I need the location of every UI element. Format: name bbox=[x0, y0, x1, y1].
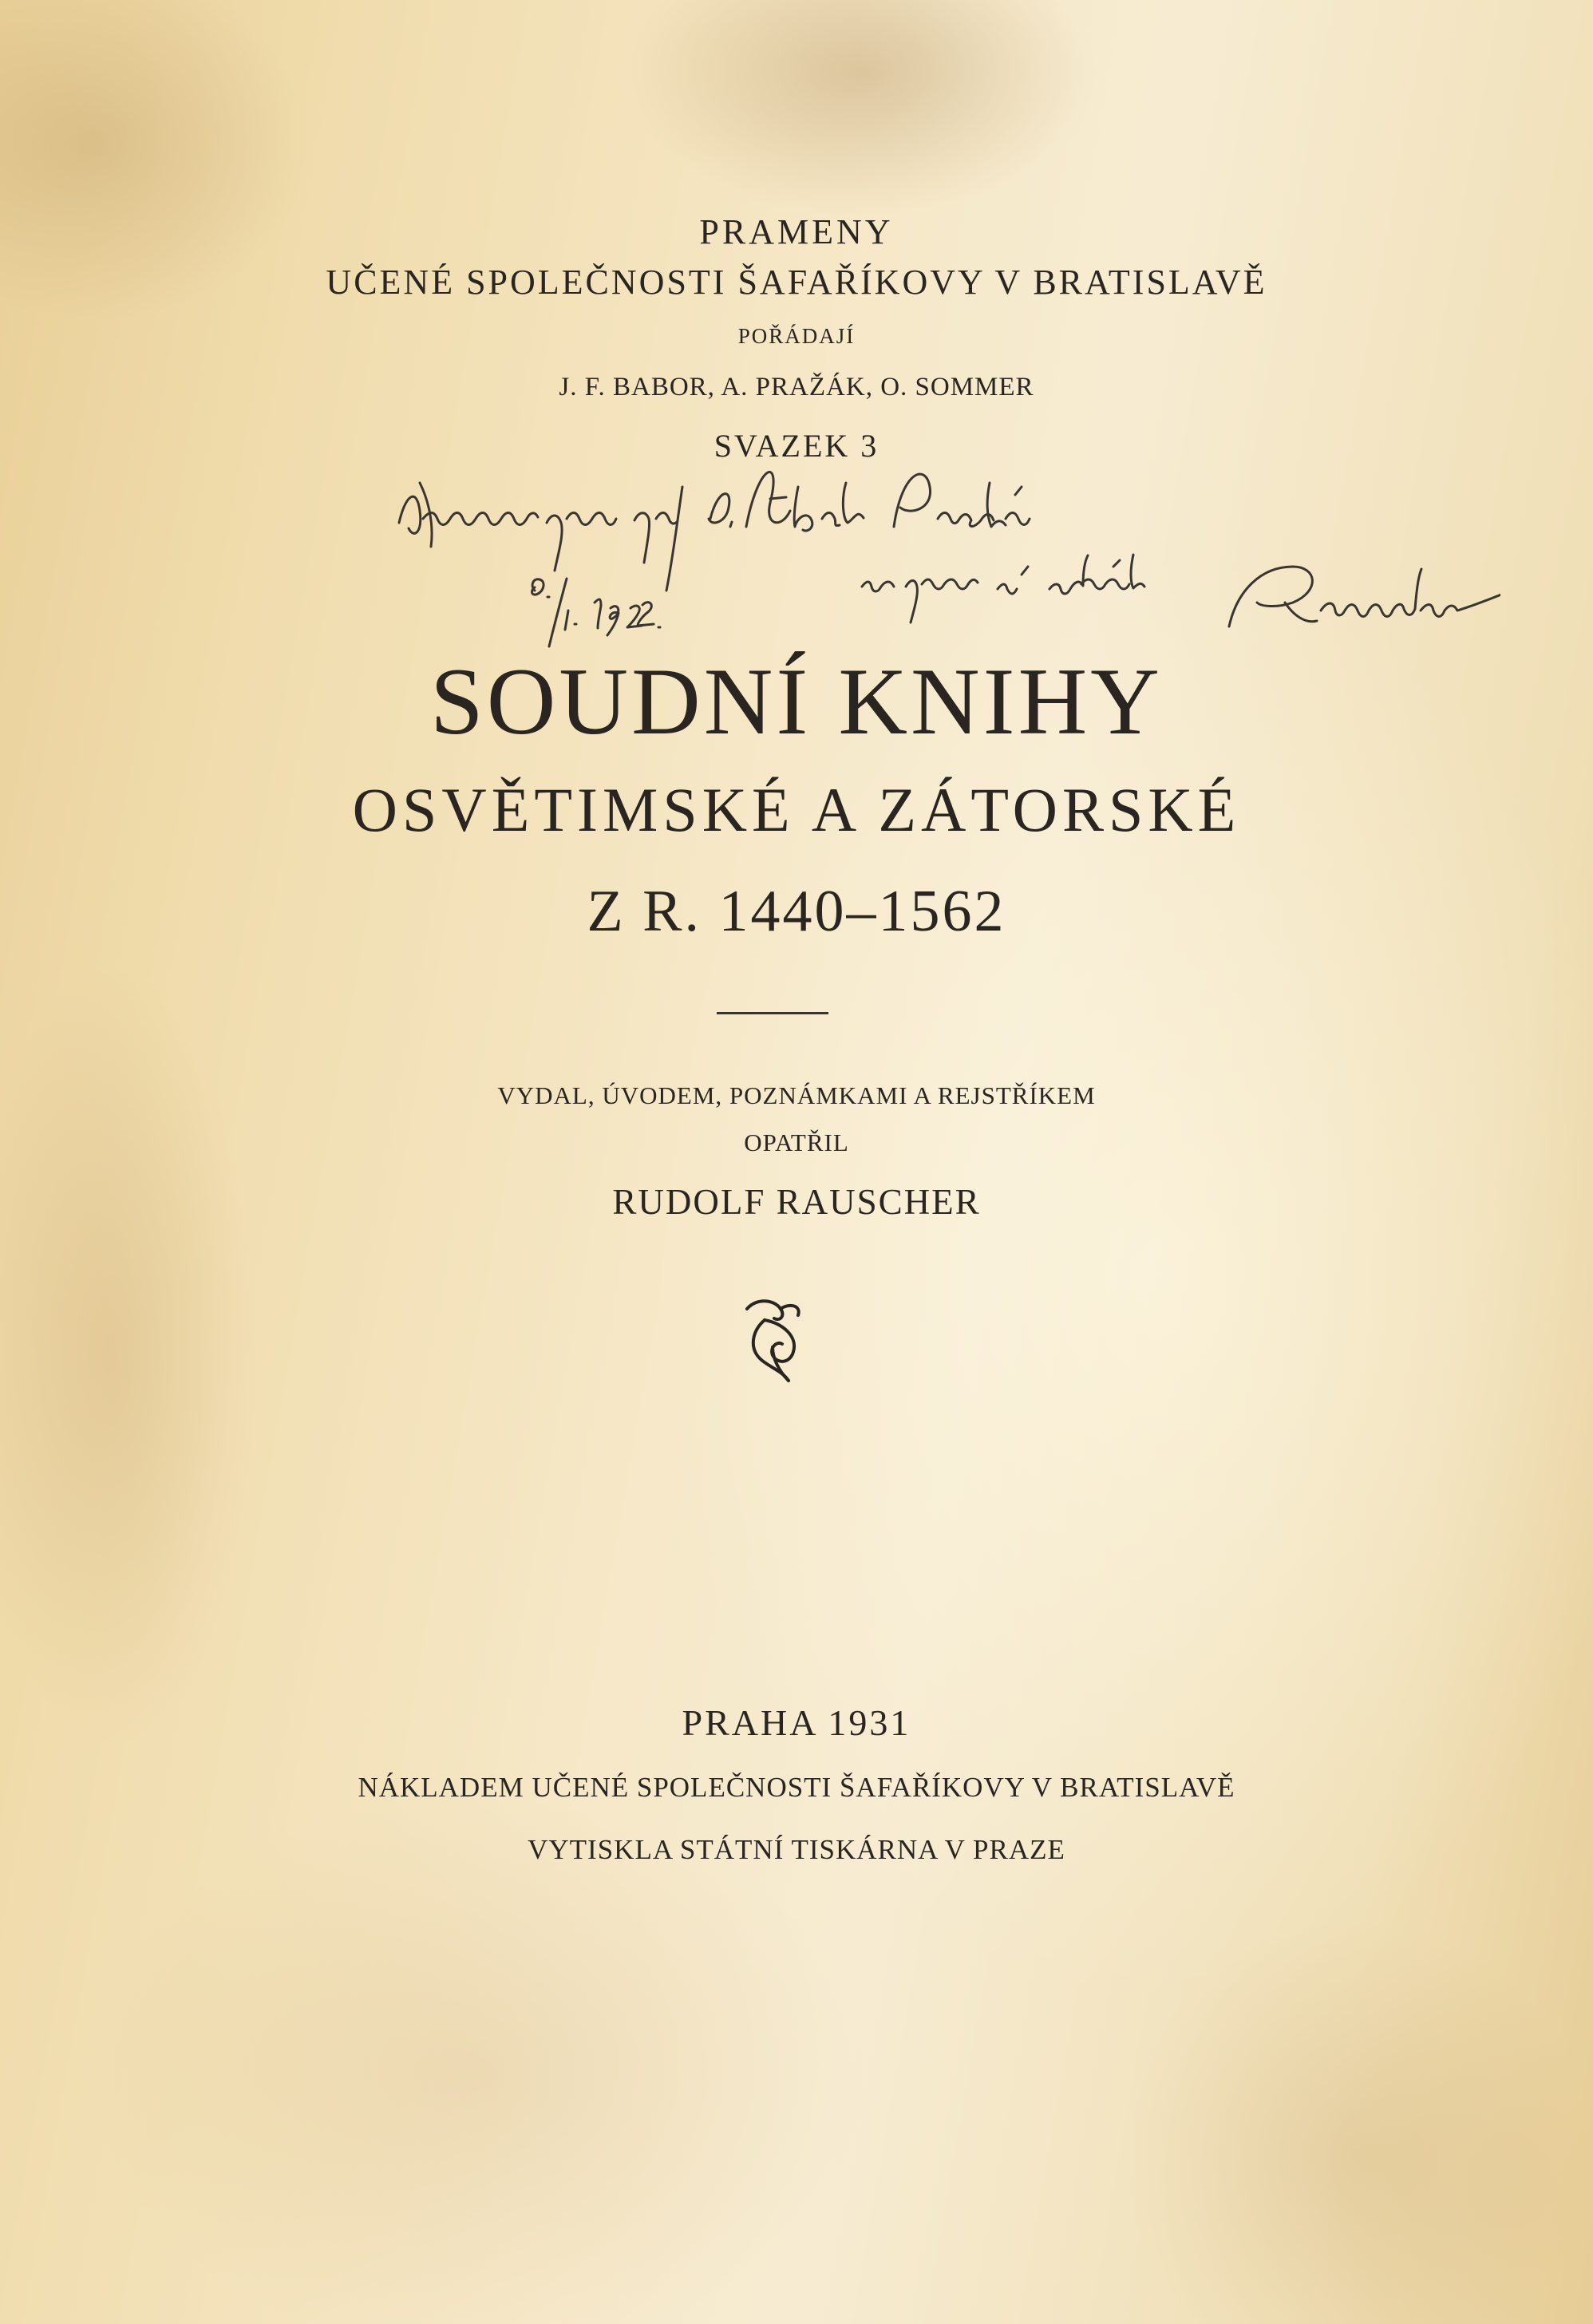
imprint-place-year: PRAHA 1931 bbox=[682, 1702, 911, 1743]
editors-names: J. F. BABOR, A. PRAŽÁK, O. SOMMER bbox=[559, 373, 1034, 401]
handwritten-dedication bbox=[367, 439, 1500, 662]
dedication-line-2-stroke bbox=[998, 555, 1144, 594]
dedication-date-stroke bbox=[532, 579, 660, 646]
dedication-line-1-stroke bbox=[547, 513, 616, 571]
series-title: PRAMENY bbox=[699, 212, 894, 251]
dedication-line-1-stroke bbox=[894, 474, 1030, 527]
divider-rule bbox=[717, 1012, 828, 1014]
dedication-line-1-stroke bbox=[746, 472, 864, 531]
editors-label: POŘÁDAJÍ bbox=[737, 324, 856, 348]
leaf-ornament-icon bbox=[733, 1291, 812, 1387]
credit-line: VYDAL, ÚVODEM, POZNÁMKAMI A REJSTŘÍKEM bbox=[497, 1081, 1096, 1109]
dedication-line-1-stroke bbox=[634, 487, 682, 591]
author-name: RUDOLF RAUSCHER bbox=[612, 1182, 981, 1222]
signature-stroke bbox=[1229, 567, 1500, 626]
book-subtitle: OSVĚTIMSKÉ A ZÁTORSKÉ bbox=[352, 775, 1241, 844]
credit-verb: OPATŘIL bbox=[744, 1128, 849, 1156]
book-title: SOUDNÍ KNIHY bbox=[430, 648, 1163, 754]
book-date-range: Z R. 1440–1562 bbox=[587, 879, 1006, 944]
society-name: UČENÉ SPOLEČNOSTI ŠAFAŘÍKOVY V BRATISLAVĚ bbox=[326, 263, 1267, 302]
volume-number: SVAZEK 3 bbox=[713, 428, 880, 464]
dedication-line-1-stroke bbox=[399, 496, 538, 533]
dedication-line-1-stroke bbox=[709, 494, 732, 527]
imprint-publisher: NÁKLADEM UČENÉ SPOLEČNOSTI ŠAFAŘÍKOVY V BRATISLAVĚ bbox=[358, 1772, 1235, 1803]
dedication-line-2-stroke bbox=[862, 579, 978, 622]
imprint-printer: VYTISKLA STÁTNÍ TISKÁRNA V PRAZE bbox=[528, 1834, 1065, 1865]
